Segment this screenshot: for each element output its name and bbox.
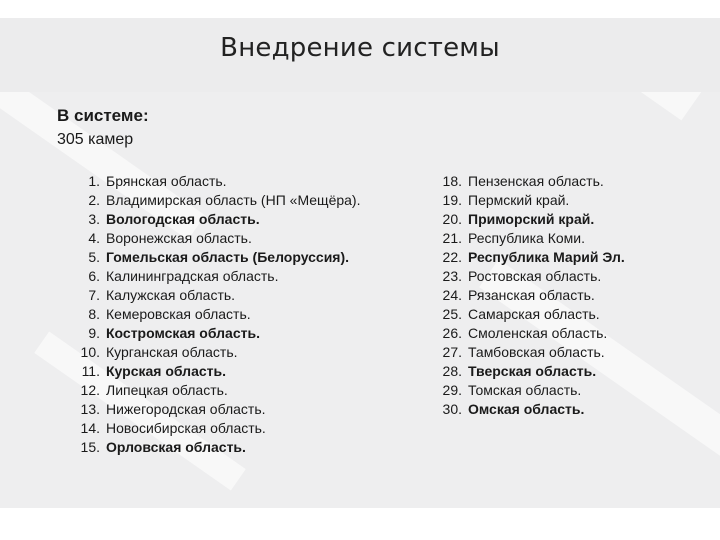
list-item: 7. Калужская область. [88, 287, 236, 303]
list-item: 29. Томская область. [442, 382, 582, 398]
list-item: 6. Калининградская область. [88, 268, 279, 284]
list-item: 2. Владимирская область (НП «Мещёра). [88, 192, 361, 208]
list-item: 14. Новосибирская область. [80, 420, 266, 436]
list-item: 12. Липецкая область. [80, 382, 228, 398]
list-item: 15. Орловская область. [80, 439, 246, 455]
content-area [50, 92, 720, 508]
list-item: 23. Ростовская область. [442, 268, 602, 284]
heading: В системе: [57, 106, 149, 125]
list-item: 20. Приморский край. [442, 211, 595, 227]
list-item: 24. Рязанская область. [442, 287, 595, 303]
list-item: 26. Смоленская область. [442, 325, 608, 341]
list-item: 21. Республика Коми. [442, 230, 586, 246]
region-list-right [438, 172, 625, 419]
camera-count: 305 камер [57, 131, 134, 148]
list-item: 11. Курская область. [81, 363, 227, 379]
list-item: 13. Нижегородская область. [80, 401, 266, 417]
slide-title: Внедрение системы [220, 33, 500, 63]
list-item: 18. Пензенская область. [442, 173, 604, 189]
list-item: 8. Кемеровская область. [88, 306, 251, 322]
list-item: 4. Воронежская область. [88, 230, 252, 246]
list-item: 5. Гомельская область (Белоруссия). [88, 249, 350, 265]
list-item: 28. Тверская область. [442, 363, 597, 379]
list-item: 9. Костромская область. [88, 325, 260, 341]
list-item: 25. Самарская область. [442, 306, 600, 322]
list-item: 22. Республика Марий Эл. [442, 249, 625, 265]
region-list-left [76, 172, 360, 457]
list-item: 27. Тамбовская область. [442, 344, 605, 360]
list-item: 19. Пермский край. [442, 192, 570, 208]
list-item: 3. Вологодская область. [88, 211, 260, 227]
list-item: 10. Курганская область. [80, 344, 238, 360]
list-item: 1. Брянская область. [88, 173, 227, 189]
list-item: 30. Омская область. [442, 401, 585, 417]
